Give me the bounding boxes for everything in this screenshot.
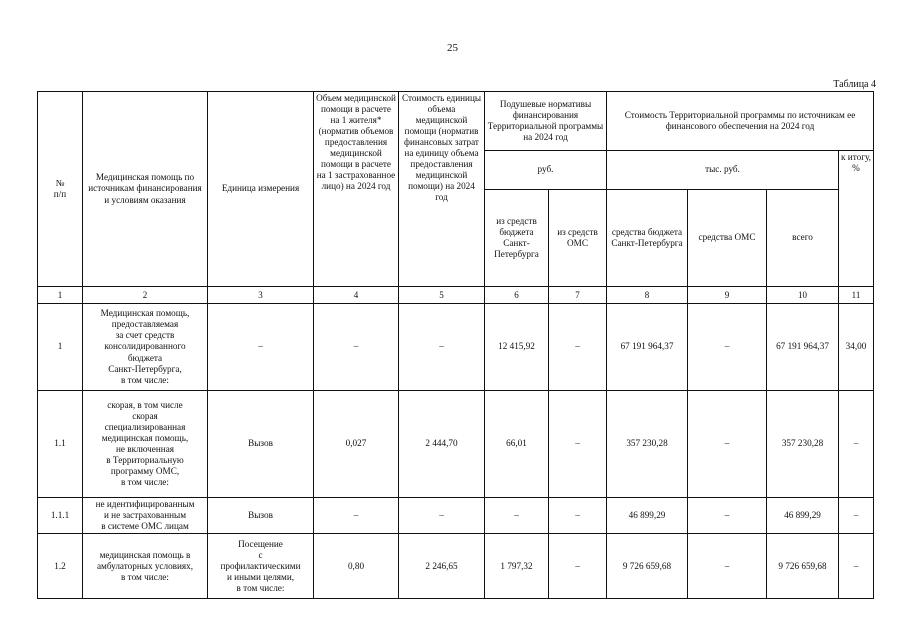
header-rub: руб. [485, 151, 607, 190]
row-description: Медицинская помощь, предоставляемая за счет средств консолидированного бюджета Санкт-Петербурга, в том числе: [83, 304, 208, 391]
header-oms: из средств ОМС [549, 190, 607, 287]
column-number: 6 [485, 287, 549, 304]
header-volume: Объем медицинской помощи в расчете на 1 жителя* (норматив объемов предоставления медицинской помощи в расчете на 1 застрахованное лицо) на 2024 год [314, 92, 399, 287]
row-budget-total: 67 191 964,37 [607, 304, 688, 391]
column-number: 8 [607, 287, 688, 304]
row-oms: – [549, 498, 607, 534]
header-per-capita: Подушевые нормативы финансирования Территориальной программы на 2024 год [485, 92, 607, 151]
row-budget-total: 9 726 659,68 [607, 534, 688, 599]
table-row [38, 304, 874, 391]
row-budget: – [485, 498, 549, 534]
row-pct: 34,00 [839, 304, 874, 391]
column-number: 5 [399, 287, 485, 304]
header-pct-total: к итогу, % [839, 151, 874, 287]
header-territorial: Стоимость Территориальной программы по источникам ее финансового обеспечения на 2024 год [607, 92, 874, 151]
header-unit: Единица измерения [208, 92, 314, 287]
financing-table [37, 91, 874, 599]
row-number: 1 [38, 304, 83, 391]
row-budget: 1 797,32 [485, 534, 549, 599]
row-oms-total: – [688, 498, 767, 534]
table-row [38, 391, 874, 498]
table-label: Таблица 4 [833, 79, 876, 90]
row-budget-total: 46 899,29 [607, 498, 688, 534]
row-unit: Вызов [208, 391, 314, 498]
row-description: медицинская помощь в амбулаторных условиях, в том числе: [83, 534, 208, 599]
row-total: 9 726 659,68 [767, 534, 839, 599]
row-unit: Вызов [208, 498, 314, 534]
header-thous-rub: тыс. руб. [607, 151, 839, 190]
header-budget-funds: средства бюджета Санкт-Петербурга [607, 190, 688, 287]
header-num: № п/п [38, 92, 83, 287]
header-total: всего [767, 190, 839, 287]
row-total: 357 230,28 [767, 391, 839, 498]
row-cost: 2 444,70 [399, 391, 485, 498]
row-description: скорая, в том числе скорая специализированная медицинская помощь, не включенная в Территориальную программу ОМС, в том числе: [83, 391, 208, 498]
row-oms-total: – [688, 391, 767, 498]
row-pct: – [839, 498, 874, 534]
row-oms: – [549, 534, 607, 599]
row-number: 1.2 [38, 534, 83, 599]
row-unit: – [208, 304, 314, 391]
page-number: 25 [447, 42, 458, 54]
column-number: 3 [208, 287, 314, 304]
column-number: 1 [38, 287, 83, 304]
row-pct: – [839, 391, 874, 498]
row-oms-total: – [688, 534, 767, 599]
row-budget: 12 415,92 [485, 304, 549, 391]
row-description: не идентифицированным и не застрахованным в системе ОМС лицам [83, 498, 208, 534]
column-number: 7 [549, 287, 607, 304]
column-number: 9 [688, 287, 767, 304]
row-cost: 2 246,65 [399, 534, 485, 599]
row-volume: – [314, 304, 399, 391]
column-number: 4 [314, 287, 399, 304]
row-cost: – [399, 498, 485, 534]
column-number: 2 [83, 287, 208, 304]
row-budget: 66,01 [485, 391, 549, 498]
row-unit: Посещение с профилактическими и иными целями, в том числе: [208, 534, 314, 599]
row-volume: 0,027 [314, 391, 399, 498]
column-number-row [38, 287, 874, 304]
table-row [38, 498, 874, 534]
column-number: 10 [767, 287, 839, 304]
row-cost: – [399, 304, 485, 391]
row-total: 46 899,29 [767, 498, 839, 534]
header-oms-funds: средства ОМС [688, 190, 767, 287]
header-budget: из средств бюджета Санкт-Петербурга [485, 190, 549, 287]
row-pct: – [839, 534, 874, 599]
row-oms: – [549, 391, 607, 498]
row-volume: 0,80 [314, 534, 399, 599]
row-number: 1.1 [38, 391, 83, 498]
row-number: 1.1.1 [38, 498, 83, 534]
column-number: 11 [839, 287, 874, 304]
row-total: 67 191 964,37 [767, 304, 839, 391]
header-care: Медицинская помощь по источникам финансирования и условиям оказания [83, 92, 208, 287]
header-row-1 [38, 92, 874, 151]
table-row [38, 534, 874, 599]
row-volume: – [314, 498, 399, 534]
row-budget-total: 357 230,28 [607, 391, 688, 498]
header-cost: Стоимость единицы объема медицинской помощи (норматив финансовых затрат на единицу объема предоставления медицинской помощи) на 2024 год [399, 92, 485, 287]
row-oms-total: – [688, 304, 767, 391]
row-oms: – [549, 304, 607, 391]
